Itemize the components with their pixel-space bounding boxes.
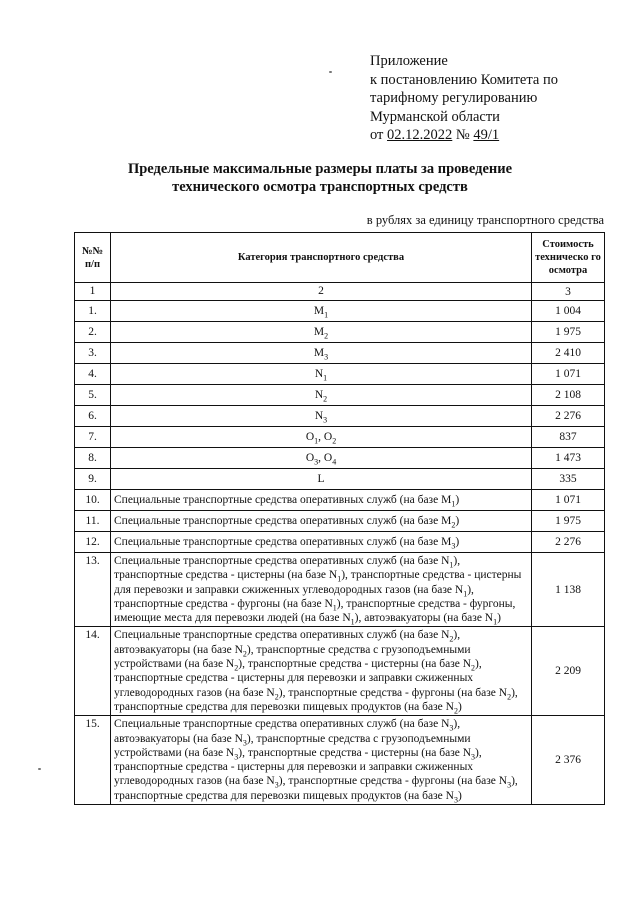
row-category <box>111 385 532 406</box>
table-row <box>75 301 605 322</box>
row-cost: 1 473 <box>532 448 605 469</box>
category-text: ), транспортные средства - фургоны (на базе N <box>278 686 508 699</box>
appendix-date-line <box>370 126 558 145</box>
category-text: Специальные транспортные средства оперативных служб (на базе N <box>114 718 450 731</box>
category-text: Специальные транспортные средства оперативных служб (на базе N <box>114 629 450 642</box>
category-text: ), транспортные средства с грузоподъемными устройствами (на базе N <box>114 643 471 671</box>
category-text: ), транспортные средства - цистерны (на базе N <box>238 746 472 759</box>
table-row <box>75 532 605 553</box>
subscript: 1 <box>463 588 468 598</box>
subscript: 2 <box>449 634 454 644</box>
subscript: 1 <box>493 617 498 627</box>
subscript: 3 <box>274 780 279 790</box>
subscript: 3 <box>453 795 458 805</box>
category-code: L <box>317 472 325 485</box>
category-text: ), транспортные средства - фургоны, имеющие места для перевозки людей (на базе N <box>114 597 516 625</box>
appendix-line: к постановлению Комитета по <box>370 71 558 88</box>
header-cost: Стоимость техническо го осмотра <box>532 233 605 283</box>
category-code: M <box>313 346 325 359</box>
row-cost: 1 975 <box>532 322 605 343</box>
table-row <box>75 406 605 427</box>
category-text: ) <box>455 535 460 548</box>
row-cost: 2 209 <box>532 627 605 716</box>
row-number: 5. <box>75 385 111 406</box>
table-row <box>75 385 605 406</box>
row-number: 10. <box>75 490 111 511</box>
category-text: ), автоэвакуаторы (на базе N <box>114 629 461 656</box>
subscript: 1 <box>451 499 456 509</box>
row-number: 2. <box>75 322 111 343</box>
row-category <box>111 322 532 343</box>
row-cost: 837 <box>532 427 605 448</box>
subscript: 2 <box>323 393 328 403</box>
column-number: 1 <box>75 283 111 301</box>
table-row <box>75 322 605 343</box>
number-sign: № <box>452 127 474 143</box>
category-code: O <box>305 451 315 464</box>
subscript: 2 <box>471 663 476 673</box>
category-separator: , <box>318 451 324 464</box>
row-category <box>111 469 532 490</box>
appendix-block <box>370 52 558 145</box>
category-text: ), автоэвакуаторы (на базе N <box>354 612 494 625</box>
subscript: 2 <box>324 330 329 340</box>
row-category <box>111 301 532 322</box>
table-row <box>75 448 605 469</box>
subscript: 2 <box>234 663 239 673</box>
row-cost: 1 138 <box>532 553 605 627</box>
title-line-2: технического осмотра транспортных средств <box>172 179 468 195</box>
row-category <box>111 532 532 553</box>
subscript: 3 <box>314 456 319 466</box>
subscript: 4 <box>332 456 337 466</box>
subscript: 2 <box>507 691 512 701</box>
row-number: 9. <box>75 469 111 490</box>
category-text: ), автоэвакуаторы (на базе N <box>114 718 461 745</box>
subscript: 1 <box>350 617 355 627</box>
row-cost: 1 975 <box>532 511 605 532</box>
subscript: 3 <box>324 351 329 361</box>
row-cost: 1 071 <box>532 364 605 385</box>
category-code: N <box>314 367 324 380</box>
row-number: 13. <box>75 553 111 627</box>
category-text: ), транспортные средства с грузоподъемными устройствами (на базе N <box>114 732 471 759</box>
table-row <box>75 343 605 364</box>
row-category <box>111 343 532 364</box>
table-row <box>75 627 605 716</box>
subscript: 1 <box>332 603 337 613</box>
row-category <box>111 511 532 532</box>
category-text: Специальные транспортные средства оперативных служб (на базе M <box>114 514 452 527</box>
table-header-row <box>75 233 605 283</box>
category-text: ) <box>455 493 460 506</box>
row-number: 1. <box>75 301 111 322</box>
category-code: O <box>323 430 333 443</box>
category-code: O <box>323 451 333 464</box>
category-text: Специальные транспортные средства оперативных служб (на базе M <box>114 493 452 506</box>
row-number: 14. <box>75 627 111 716</box>
category-text: ), транспортные средства - цистерны для перевозки и заправки сжиженных углеводородных газов (на базе N <box>114 658 482 699</box>
header-num: №№ п/п <box>75 233 111 283</box>
subscript: 3 <box>234 752 239 762</box>
units-note: в рублях за единицу транспортного средства <box>366 213 604 227</box>
row-category <box>111 364 532 385</box>
row-cost: 2 376 <box>532 716 605 805</box>
row-cost: 2 276 <box>532 406 605 427</box>
row-number: 3. <box>75 343 111 364</box>
row-number: 15. <box>75 716 111 805</box>
row-number: 12. <box>75 532 111 553</box>
subscript: 3 <box>449 723 454 733</box>
category-text: ), транспортные средства - цистерны для перевозки и заправки сжиженных углеводородных газов (на базе N <box>114 746 482 788</box>
category-text: ) <box>457 700 462 713</box>
category-code: N <box>314 409 324 422</box>
category-code: O <box>305 430 315 443</box>
row-cost: 1 004 <box>532 301 605 322</box>
title-line-1: Предельные максимальные размеры платы за проведение <box>127 161 513 177</box>
category-text: ), транспортные средства - цистерны (на базе N <box>238 658 472 671</box>
row-cost: 1 071 <box>532 490 605 511</box>
category-text: Специальные транспортные средства оперативных служб (на базе N <box>114 555 450 567</box>
category-text: ) <box>457 789 462 802</box>
appendix-line: Приложение <box>370 53 448 69</box>
header-category: Категория транспортного средства <box>111 233 532 283</box>
subscript: 3 <box>507 780 512 790</box>
column-number: 2 <box>111 283 532 301</box>
row-cost: 2 410 <box>532 343 605 364</box>
column-number-row <box>75 283 605 301</box>
table-row <box>75 511 605 532</box>
subscript: 3 <box>242 737 247 747</box>
scan-speck <box>329 71 332 73</box>
category-text: ) <box>455 514 460 527</box>
row-category <box>111 553 532 627</box>
row-cost: 335 <box>532 469 605 490</box>
category-code: M <box>313 325 325 338</box>
scan-speck <box>38 768 41 770</box>
row-number: 11. <box>75 511 111 532</box>
category-text: ), транспортные средства - цистерны (на базе N <box>114 555 461 582</box>
subscript: 3 <box>471 752 476 762</box>
resolution-number: 49/1 <box>473 127 500 143</box>
row-number: 7. <box>75 427 111 448</box>
subscript: 3 <box>451 541 456 551</box>
category-separator: , <box>318 430 324 443</box>
subscript: 1 <box>324 309 329 319</box>
appendix-line: Мурманской области <box>370 108 500 125</box>
table-row <box>75 490 605 511</box>
appendix-line: тарифному регулированию <box>370 90 538 106</box>
row-category <box>111 448 532 469</box>
subscript: 1 <box>449 560 454 570</box>
row-cost: 2 276 <box>532 532 605 553</box>
fees-table <box>74 232 605 805</box>
row-number: 6. <box>75 406 111 427</box>
row-number: 8. <box>75 448 111 469</box>
category-code: N <box>314 388 324 401</box>
row-category <box>111 406 532 427</box>
row-category <box>111 627 532 716</box>
subscript: 2 <box>242 649 247 659</box>
row-category <box>111 716 532 805</box>
row-category <box>111 427 532 448</box>
category-text: ), транспортные средства для перевозки пищевых продуктов (на базе N <box>114 686 518 713</box>
table-row <box>75 427 605 448</box>
row-category <box>111 490 532 511</box>
subscript: 1 <box>323 372 328 382</box>
row-number: 4. <box>75 364 111 385</box>
subscript: 3 <box>323 414 328 424</box>
category-text: ), транспортные средства - фургоны (на базе N <box>114 583 474 610</box>
subscript: 2 <box>451 520 456 530</box>
subscript: 2 <box>274 691 279 701</box>
category-text: ), транспортные средства - цистерны для перевозки и заправки сжиженных углеводородных газов (на базе N <box>114 569 522 596</box>
table-row <box>75 716 605 805</box>
column-number: 3 <box>532 283 605 301</box>
appendix-from: от <box>370 127 388 143</box>
document-title <box>0 160 640 196</box>
row-cost: 2 108 <box>532 385 605 406</box>
table-row <box>75 469 605 490</box>
table-row <box>75 364 605 385</box>
subscript: 1 <box>337 574 342 584</box>
category-code: M <box>313 304 325 317</box>
subscript: 1 <box>314 435 319 445</box>
subscript: 2 <box>332 435 337 445</box>
table-row <box>75 553 605 627</box>
category-text: ), транспортные средства - фургоны (на базе N <box>278 775 508 788</box>
category-text: ), транспортные средства для перевозки пищевых продуктов (на базе N <box>114 775 518 802</box>
subscript: 2 <box>453 706 458 716</box>
category-text: ) <box>497 612 501 625</box>
resolution-date: 02.12.2022 <box>387 127 453 143</box>
category-text: Специальные транспортные средства оперативных служб (на базе M <box>114 535 452 548</box>
